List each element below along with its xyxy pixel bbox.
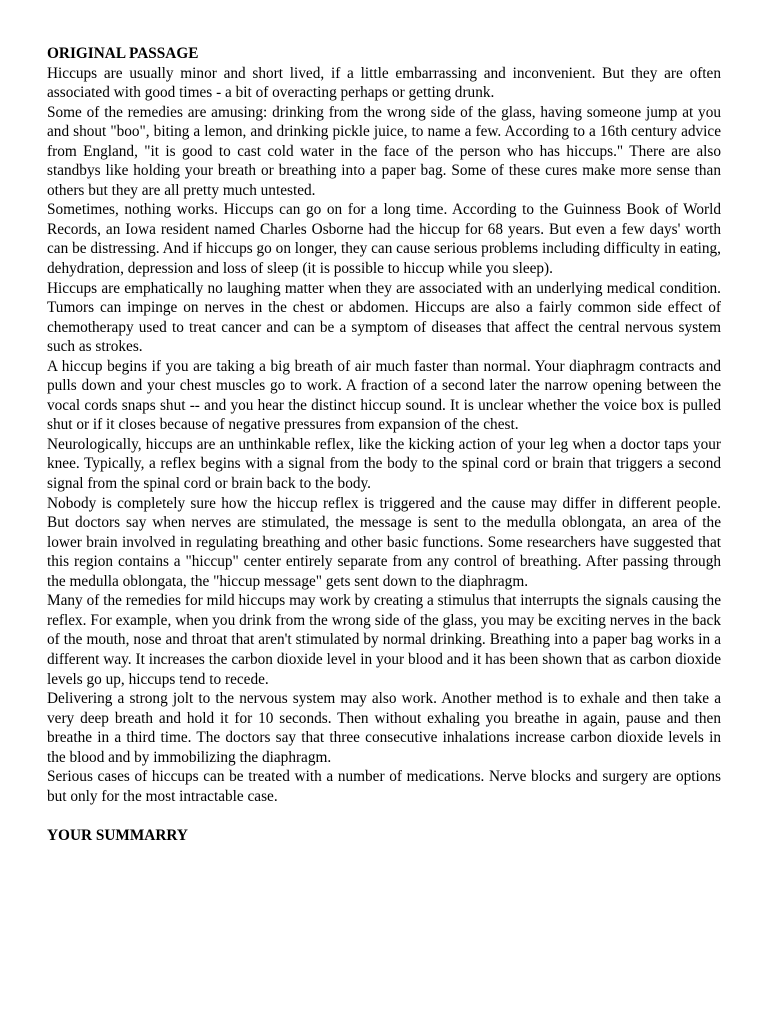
summary-heading: YOUR SUMMARRY	[47, 826, 188, 844]
paragraph-1: Hiccups are usually minor and short lived, if a little embarrassing and inconvenient. But they are often associated with good times - a bit of overacting perhaps or getting drunk.	[47, 64, 721, 102]
paragraph-3: Sometimes, nothing works. Hiccups can go on for a long time. According to the Guinness Book of World Records, an Iowa resident named Charles Osborne had the hiccup for 68 years. But even a few days' worth can be distressing. And if hiccups go on longer, they can cause serious problems including difficulty in eating, dehydration, depression and loss of sleep (it is possible to hiccup while you sleep).	[47, 201, 721, 278]
paragraph-4: Hiccups are emphatically no laughing matter when they are associated with an underlying medical condition. Tumors can impinge on nerves in the chest or abdomen. Hiccups are also a fairly common side effect of chemotherapy used to treat cancer and can be a symptom of diseases that affect the central nervous system such as strokes.	[47, 279, 721, 356]
paragraph-10: Serious cases of hiccups can be treated with a number of medications. Nerve blocks and surgery are options but only for the most intractable case.	[47, 768, 721, 805]
paragraph-5: A hiccup begins if you are taking a big breath of air much faster than normal. Your diaphragm contracts and pulls down and your chest muscles go to work. A fraction of a second later the narrow opening between the vocal cords snaps shut -- and you hear the distinct hiccup sound. It is unclear whether the voice box is pulled shut or if it closes because of negative pressures from expansion of the chest.	[47, 357, 721, 434]
section-gap	[47, 806, 721, 826]
document-page	[47, 44, 721, 845]
paragraph-7: Nobody is completely sure how the hiccup reflex is triggered and the cause may differ in different people. But doctors say when nerves are stimulated, the message is sent to the medulla oblongata, an area of the lower brain involved in regulating breathing and other basic functions. Some researchers have suggested that this region contains a "hiccup" center entirely separate from any control of breathing. After passing through the medulla oblongata, the "hiccup message" gets sent down to the diaphragm.	[47, 494, 721, 590]
paragraph-2: Some of the remedies are amusing: drinking from the wrong side of the glass, having someone jump at you and shout "boo", biting a lemon, and drinking pickle juice, to name a few. According to a 16th century advice from England, "it is good to cast cold water in the face of the person who has hiccups." There are also standbys like holding your breath or breathing into a paper bag. Some of these cures make more sense than others but they are all pretty much untested.	[47, 103, 721, 199]
original-passage-heading: ORIGINAL PASSAGE	[47, 45, 199, 62]
paragraph-9: Delivering a strong jolt to the nervous system may also work. Another method is to exhale and then take a very deep breath and hold it for 10 seconds. Then without exhaling you breathe in again, pause and then breathe in a third time. The doctors say that three consecutive inhalations increase carbon dioxide levels in the blood and by immobilizing the diaphragm.	[47, 690, 721, 766]
paragraph-8: Many of the remedies for mild hiccups may work by creating a stimulus that interrupts the signals causing the reflex. For example, when you drink from the wrong side of the glass, you may be exciting nerves in the back of the mouth, nose and throat that aren't stimulated by normal drinking. Breathing into a paper bag works in a different way. It increases the carbon dioxide level in your blood and it has been shown that as carbon dioxide levels go up, hiccups tend to recede.	[47, 592, 721, 688]
paragraph-6: Neurologically, hiccups are an unthinkable reflex, like the kicking action of your leg when a doctor taps your knee. Typically, a reflex begins with a signal from the body to the spinal cord or brain that triggers a second signal from the spinal cord or brain back to the body.	[47, 435, 721, 493]
